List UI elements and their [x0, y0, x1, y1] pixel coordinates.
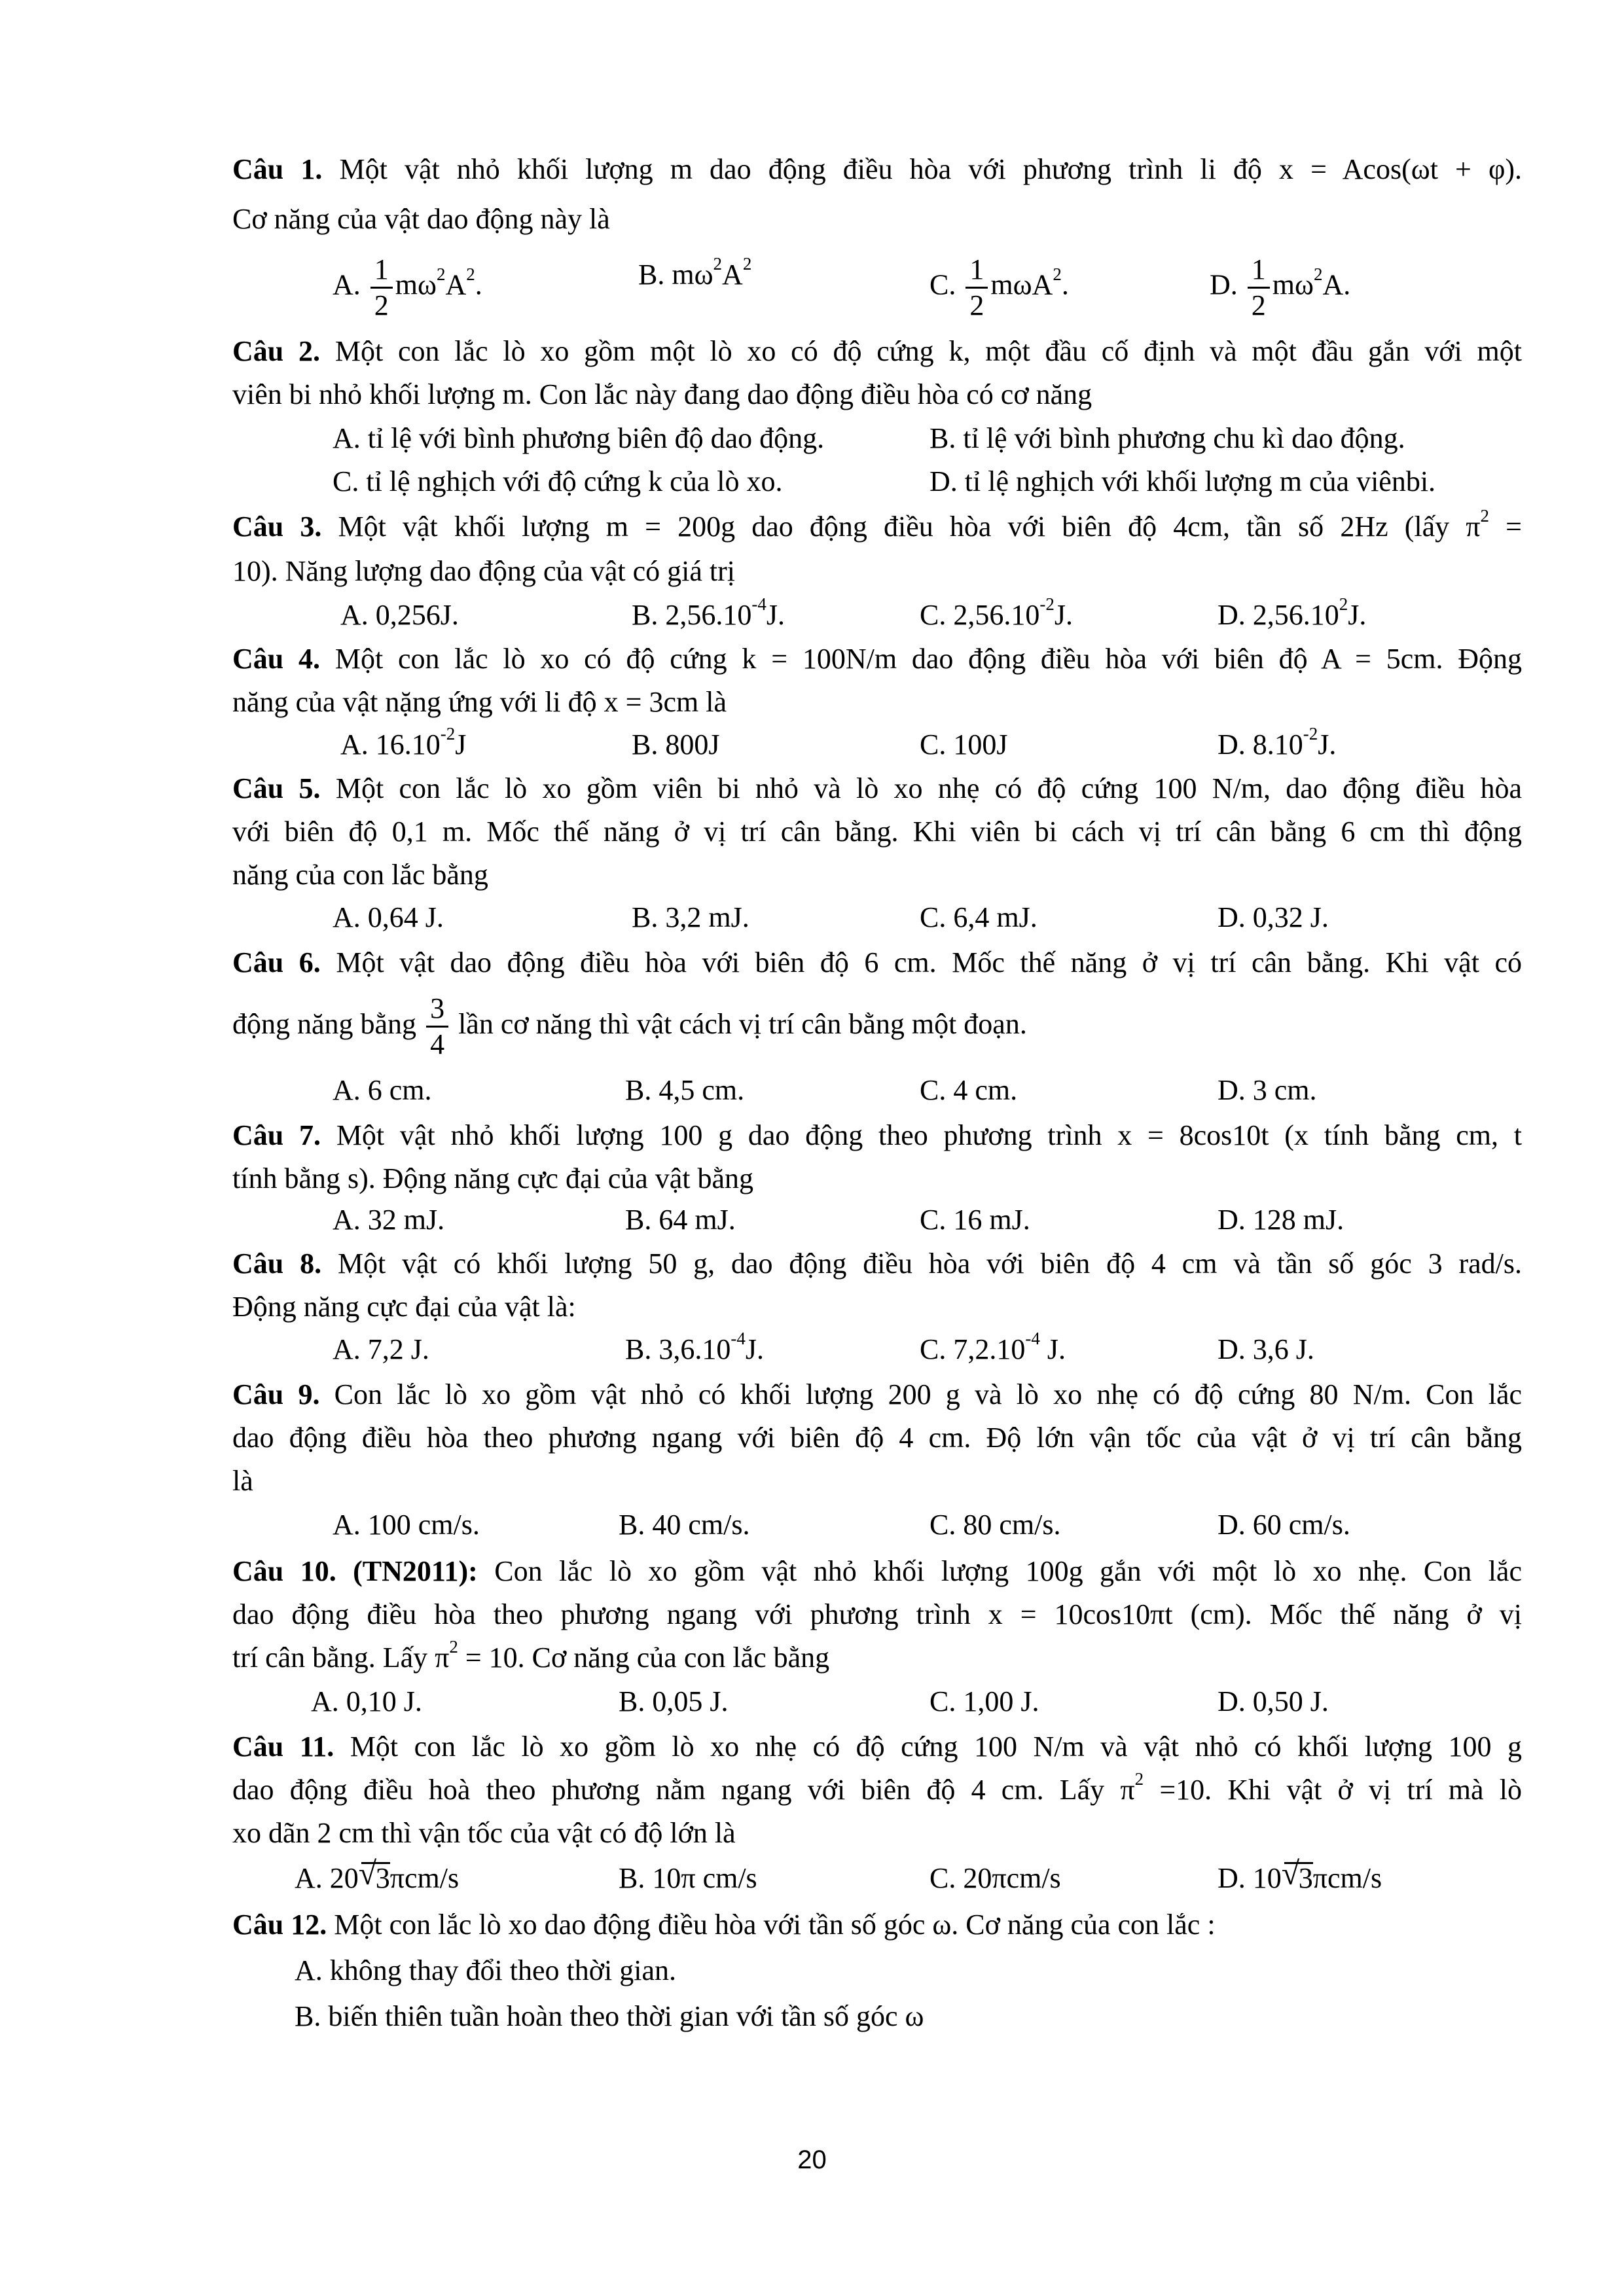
- q5-option-d: D. 0,32 J.: [1218, 901, 1329, 933]
- q2-line1: Câu 2. Một con lắc lò xo gồm một lò xo có độ cứng k, một đầu cố định và một đầu gắn với một: [232, 335, 1523, 367]
- q6-options: [0, 1071, 1317, 1110]
- q11-option-c: C. 20πcm/s: [929, 1862, 1061, 1894]
- q5-option-b: B. 3,2 mJ.: [632, 901, 749, 933]
- q9-line2: dao động điều hòa theo phương ngang với biên độ 4 cm. Độ lớn vận tốc của vật ở vị trí cân bằng: [232, 1422, 1522, 1454]
- q8-option-a: A. 7,2 J.: [333, 1333, 429, 1365]
- q12-option-b: B. biến thiên tuần hoàn theo thời gian với tần số góc ω: [295, 2000, 924, 2032]
- q11-options: [0, 1859, 1382, 1898]
- question-label: Câu 1.: [232, 153, 323, 185]
- q8-option-b: B. $3,6.10^{-4}J$.: [625, 1329, 764, 1365]
- q11-option-a: A. 20√ 3πcm/s: [295, 1859, 459, 1898]
- q8-line1: Câu 8. Một vật có khối lượng 50 g, dao động điều hòa với biên độ 4 cm và tần số góc 3 rad/s.: [232, 1247, 1523, 1280]
- q7-option-d: D. 128 mJ.: [1218, 1204, 1344, 1236]
- q9-option-b: B. 40 cm/s.: [619, 1509, 750, 1541]
- q7-option-b: B. 64 mJ.: [625, 1204, 736, 1236]
- q2-option-c: C. tỉ lệ nghịch với độ cứng k của lò xo.: [333, 465, 783, 497]
- q6-line2: động năng bằng $\frac{3}{4}$ lần cơ năng thì vật cách vị trí cân bằng một đoạn.: [232, 992, 1027, 1061]
- q9-line3: là: [232, 1465, 253, 1497]
- q12-line1: Câu 12. Một con lắc lò xo dao động điều hòa với tần số góc ω. Cơ năng của con lắc :: [232, 1909, 1216, 1941]
- q8-option-d: D. 3,6 J.: [1218, 1333, 1314, 1365]
- q3-line1: Câu 3. Một vật khối lượng m = 200g dao động điều hòa với biên độ 4cm, tần số 2Hz (lấy $\pi^2$ =: [232, 506, 1522, 543]
- q4-option-b: B. 800J: [632, 728, 720, 761]
- q10-option-d: D. 0,50 J.: [1218, 1685, 1329, 1717]
- q1-line2: Cơ năng của vật dao động này là: [232, 203, 610, 235]
- q7-option-a: A. 32 mJ.: [333, 1204, 445, 1236]
- q4-line2: năng của vật nặng ứng với li độ x = 3cm là: [232, 686, 727, 718]
- q5-options: [0, 898, 1329, 937]
- q10-option-b: B. 0,05 J.: [619, 1685, 729, 1717]
- q8-options: [0, 1329, 1314, 1369]
- q4-options: [0, 724, 1337, 764]
- q4-option-d: D. $8.10^{-2}J$.: [1218, 724, 1337, 761]
- q7-line2: tính bằng s). Động năng cực đại của vật bằng: [232, 1162, 754, 1194]
- q1-option-c: C. $\frac{1}{2}$ mωA$^2$.: [929, 253, 1069, 321]
- q2-line2: viên bi nhỏ khối lượng m. Con lắc này đang dao động điều hòa có cơ năng: [232, 378, 1092, 410]
- q1-option-b: B. $m\omega^2A^2$: [638, 254, 752, 291]
- q3-line2: 10). Năng lượng dao động của vật có giá trị: [232, 555, 736, 587]
- q1-options: [0, 253, 1351, 321]
- q6-option-d: D. 3 cm.: [1218, 1074, 1317, 1106]
- q10-option-a: A. 0,10 J.: [311, 1685, 422, 1717]
- q9-line1: Câu 9. Con lắc lò xo gồm vật nhỏ có khối lượng 200 g và lò xo nhẹ có độ cứng 80 N/m. Con lắc: [232, 1378, 1522, 1410]
- q7-line1: Câu 7. Một vật nhỏ khối lượng 100 g dao động theo phương trình x = 8cos10t (x tính bằng cm, t: [232, 1119, 1523, 1151]
- q7-option-c: C. 16 mJ.: [920, 1204, 1030, 1236]
- q11-option-d: D. 10√ 3πcm/s: [1218, 1859, 1382, 1898]
- q6-option-b: B. 4,5 cm.: [625, 1074, 745, 1106]
- page-number: 20: [797, 2145, 827, 2174]
- q3-option-a: A. 0,256J.: [340, 599, 459, 631]
- q8-line2: Động năng cực đại của vật là:: [232, 1291, 576, 1323]
- q9-option-a: A. 100 cm/s.: [333, 1509, 480, 1541]
- q6-option-a: A. 6 cm.: [333, 1074, 432, 1106]
- q3-option-c: C. $2,56.10^{-2}J$.: [920, 594, 1073, 631]
- q5-line1: Câu 5. Một con lắc lò xo gồm viên bi nhỏ và lò xo nhẹ có độ cứng 100 N/m, dao động điều hòa: [232, 772, 1523, 804]
- q3-option-d: D. 2,56.10$^2$J.: [1218, 594, 1367, 631]
- q2-option-b: B. tỉ lệ với bình phương chu kì dao động.: [929, 422, 1405, 454]
- q9-option-d: D. 60 cm/s.: [1218, 1509, 1350, 1541]
- q2-option-d: D. tỉ lệ nghịch với khối lượng m của viênbi.: [929, 465, 1436, 497]
- q5-line2: với biên độ 0,1 m. Mốc thế năng ở vị trí cân bằng. Khi viên bi cách vị trí cân bằng 6 cm thì động: [232, 816, 1522, 848]
- q12-option-a: A. không thay đổi theo thời gian.: [295, 1954, 676, 1986]
- q1-option-a: A. $\frac{1}{2}$ $m\omega^2A^2$.: [333, 253, 482, 321]
- q1-option-d: D. $\frac{1}{2}$ $m\omega^2A$.: [1210, 253, 1351, 321]
- q2-options-row1: [0, 419, 1405, 458]
- q5-option-c: C. 6,4 mJ.: [920, 901, 1038, 933]
- q4-option-a: A. $16.10^{-2}J$: [340, 724, 467, 761]
- q11-line2: dao động điều hoà theo phương nằm ngang với biên độ 4 cm. Lấy $\pi^2 =10$. Khi vật ở vị trí mà lò: [232, 1769, 1522, 1806]
- q10-line1: Câu 10. (TN2011): Con lắc lò xo gồm vật nhỏ khối lượng 100g gắn với một lò xo nhẹ. Con lắc: [232, 1555, 1522, 1587]
- q11-line3: xo dãn 2 cm thì vận tốc của vật có độ lớn là: [232, 1817, 736, 1849]
- q3-option-b: B. $2,56.10^{-4}J$.: [632, 594, 785, 631]
- q9-options: [0, 1505, 1350, 1545]
- q5-line3: năng của con lắc bằng: [232, 859, 488, 891]
- q2-option-a: A. tỉ lệ với bình phương biên độ dao động.: [333, 422, 825, 454]
- q10-options: [0, 1682, 1329, 1721]
- q10-line3: trí cân bằng. Lấy $\pi^2 = 10$. Cơ năng của con lắc bằng: [232, 1637, 830, 1674]
- q2-options-row2: [0, 462, 1436, 501]
- q7-options: [0, 1200, 1344, 1240]
- q9-option-c: C. 80 cm/s.: [929, 1509, 1061, 1541]
- q6-option-c: C. 4 cm.: [920, 1074, 1018, 1106]
- q4-option-c: C. 100J: [920, 728, 1008, 761]
- q10-option-c: C. 1,00 J.: [929, 1685, 1039, 1717]
- q11-line1: Câu 11. Một con lắc lò xo gồm lò xo nhẹ có độ cứng 100 N/m và vật nhỏ có khối lượng 100 g: [232, 1731, 1522, 1763]
- q3-options: [0, 594, 1367, 635]
- q4-line1: Câu 4. Một con lắc lò xo có độ cứng k = 100N/m dao động điều hòa với biên độ A = 5cm. Động: [232, 643, 1523, 675]
- q10-line2: dao động điều hòa theo phương ngang với phương trình x = 10cos10πt (cm). Mốc thế năng ở vị: [232, 1598, 1522, 1630]
- q1-line1: Câu 1. Một vật nhỏ khối lượng m dao động điều hòa với phương trình li độ x = Acos(ωt + φ).: [232, 153, 1523, 185]
- q11-option-b: B. 10π cm/s: [619, 1862, 757, 1894]
- q5-option-a: A. 0,64 J.: [333, 901, 444, 933]
- q6-line1: Câu 6. Một vật dao động điều hòa với biên độ 6 cm. Mốc thế năng ở vị trí cân bằng. Khi vật có: [232, 946, 1522, 978]
- q8-option-c: C. $7,2.10^{-4}$ J.: [920, 1329, 1066, 1365]
